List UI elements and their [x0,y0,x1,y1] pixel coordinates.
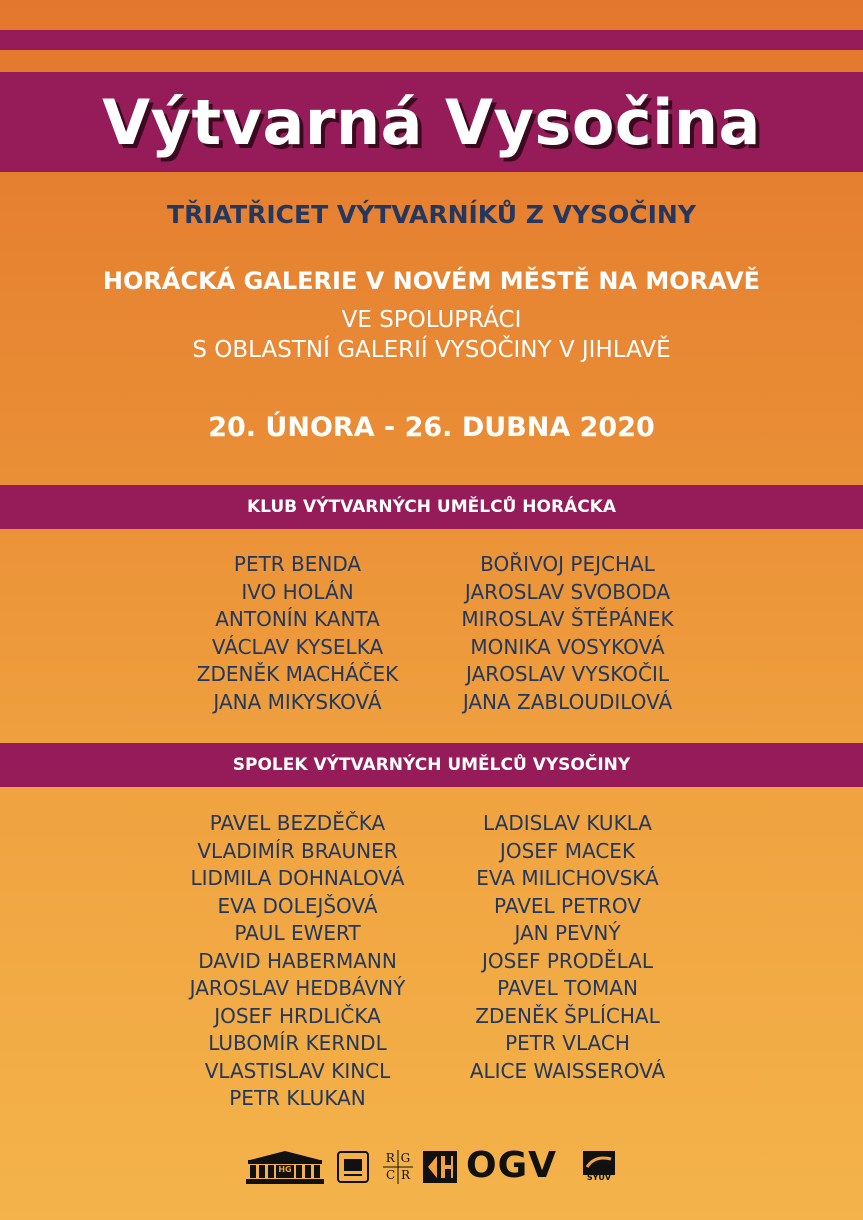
artist-name: PETR KLUKAN [229,1086,366,1110]
horacka-galerie-logo [246,1150,324,1184]
partner-logos [0,1145,863,1188]
emblem-icon [337,1151,369,1183]
rgcr-logo [383,1150,413,1184]
artist-name: JOSEF MACEK [499,838,636,863]
horacka-galerie-lettering: HG [278,1165,292,1174]
artist-name: PAVEL BEZDĚČKA [209,811,386,835]
artist-name: ANTONÍN KANTA [215,607,380,631]
artist-name: MONIKA VOSYKOVÁ [470,634,665,659]
artist-name: JOSEF HRDLIČKA [214,1003,381,1028]
artist-name: PETR BENDA [233,552,362,576]
artist-name: MIROSLAV ŠTĚPÁNEK [461,607,674,631]
artist-name: PAVEL PETROV [494,893,641,918]
artist-list-spolek-right [425,810,710,1085]
artist-name: BOŘIVOJ PEJCHAL [480,552,655,576]
venue-name: HORÁCKÁ GALERIE V NOVÉM MĚSTĚ NA MORAVĚ [102,267,761,295]
rgcr-lettering-top: R G [385,1151,411,1165]
section-heading-spolek: SPOLEK VÝTVARNÝCH UMĚLCŮ VYSOČINY [0,743,863,787]
artist-name: PAUL EWERT [234,921,361,945]
exhibition-dates: 20. ÚNORA - 26. DUBNA 2020 [208,412,655,443]
collaboration-line-1: VE SPOLUPRÁCI [341,307,522,333]
artist-list-klub-left [160,551,435,716]
top-stripe [0,30,863,50]
bracket-icon [423,1151,457,1183]
ogv-logo [466,1145,572,1186]
artist-name: EVA MILICHOVSKÁ [476,866,659,890]
artist-name: JANA ZABLOUDILOVÁ [462,689,673,714]
artist-name: DAVID HABERMANN [198,948,397,973]
syuv-logo [583,1151,615,1185]
artist-name: PETR VLACH [505,1031,630,1055]
artist-name: VÁCLAV KYSELKA [211,634,384,659]
syuv-icon [583,1151,615,1175]
artist-list-klub-right [425,551,710,716]
artist-name: ZDENĚK MACHÁČEK [196,662,399,686]
artist-name: JAN PEVNÝ [514,921,621,945]
artist-name: JOSEF PRODĚLAL [482,948,653,973]
collaboration-line-2: S OBLASTNÍ GALERIÍ VYSOČINY V JIHLAVĚ [192,337,671,363]
poster-subtitle: TŘIATŘICET VÝTVARNÍKŮ Z VYSOČINY [167,200,696,229]
kvuh-logo [423,1151,457,1183]
artist-name: LIDMILA DOHNALOVÁ [190,866,405,890]
artist-name: JANA MIKYSKOVÁ [213,689,382,714]
artist-name: LADISLAV KUKLA [483,811,652,835]
artist-list-spolek-left [160,810,435,1113]
poster-title: Výtvarná Vysočina [102,85,761,159]
artist-name: ZDENĚK ŠPLÍCHAL [475,1003,660,1028]
artist-name: ALICE WAISSEROVÁ [469,1058,666,1083]
artist-name: EVA DOLEJŠOVÁ [217,893,378,918]
ogv-lettering: OGV [466,1145,558,1186]
artist-name: VLASTISLAV KINCL [204,1058,391,1083]
section-heading-klub: KLUB VÝTVARNÝCH UMĚLCŮ HORÁCKA [0,485,863,529]
rgcr-lettering-bottom: C R [385,1168,411,1182]
artist-name: JAROSLAV VYSKOČIL [466,662,669,686]
artist-name: LUBOMÍR KERNDL [208,1031,387,1055]
artist-name: JAROSLAV HEDBÁVNÝ [189,976,406,1000]
artist-name: IVO HOLÁN [241,579,354,604]
artist-name: PAVEL TOMAN [497,976,638,1000]
syuv-lettering: SYUV [586,1173,612,1182]
title-band [0,72,863,172]
artist-name: JAROSLAV SVOBODA [464,579,671,604]
artist-name: VLADIMÍR BRAUNER [197,838,398,863]
emblem-logo [337,1151,369,1183]
